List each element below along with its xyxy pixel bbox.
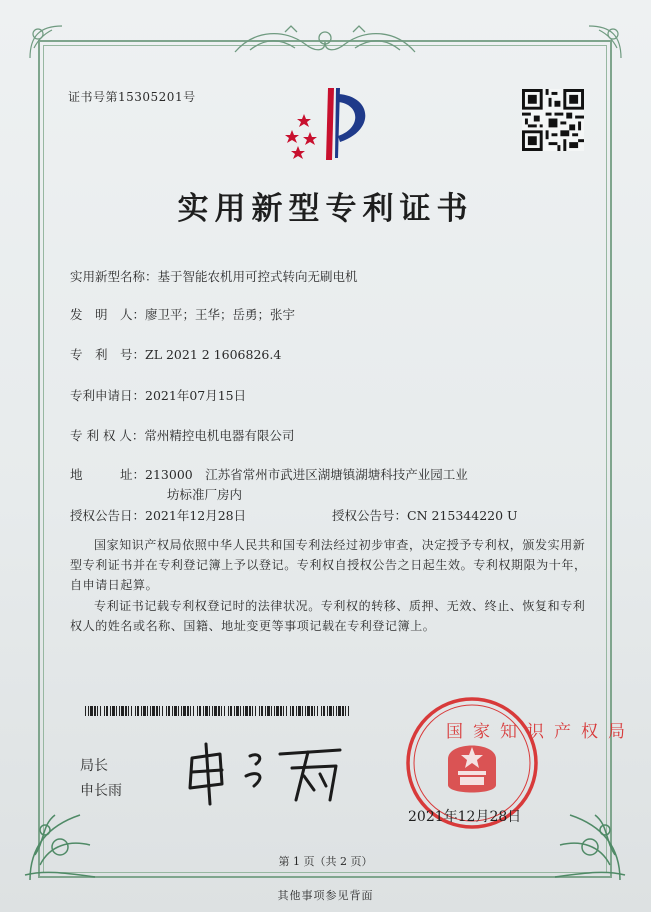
field-grant-date [70, 506, 246, 524]
field-patent-number [70, 345, 281, 363]
field-patentee [70, 426, 294, 444]
page-number: 第 1 页（共 2 页） [278, 855, 373, 868]
field-label: 专利申请日： [70, 388, 146, 403]
field-address [70, 465, 468, 483]
director-signature-image [180, 740, 350, 810]
field-utility-model-name [70, 267, 358, 285]
field-filing-date [70, 386, 246, 404]
corner-ornament-top-left [26, 22, 66, 62]
top-dragon-ornament [225, 24, 425, 58]
statement-paragraph-1: 国家知识产权局依照中华人民共和国专利法经过初步审查，决定授予专利权，颁发实用新型专利证书并在专利登记簿上予以登记。专利权自授权公告之日起生效。专利权期限为十年，自申请日起算。 [70, 538, 587, 592]
field-value: 常州精控电机电器有限公司 [144, 428, 295, 443]
field-value: 2021年07月15日 [145, 388, 247, 403]
field-inventors [70, 305, 295, 323]
certificate-number: 证书号第15305201号 [68, 90, 196, 104]
field-address-line2: 坊标准厂房内 [167, 487, 243, 502]
corner-ornament-bottom-right [550, 785, 630, 885]
seal-text [404, 717, 635, 777]
director-name: 申长雨 [80, 783, 122, 799]
director-title: 局长 [80, 758, 108, 774]
field-value: 2021年12月28日 [145, 508, 247, 523]
field-label: 授权公告日： [70, 508, 146, 523]
field-label: 实用新型名称： [70, 269, 158, 284]
field-value: 213000 江苏省常州市武进区湖塘镇湖塘科技产业园工业 [145, 467, 468, 482]
field-label: 专 利 权 人： [70, 428, 145, 443]
seal-text-arc: 国家知识产权局 [446, 722, 635, 742]
field-value: 基于智能农机用可控式转向无刷电机 [157, 269, 358, 284]
statement-paragraph-2: 专利证书记载专利权登记时的法律状况。专利权的转移、质押、无效、终止、恢复和专利权人的姓名或名称、国籍、地址变更等事项记载在专利登记簿上。 [70, 599, 586, 633]
certificate-title: 实用新型专利证书 [177, 191, 474, 227]
field-value: CN 215344220 U [407, 508, 518, 523]
corner-ornament-bottom-left [20, 785, 100, 885]
field-grant-number [332, 506, 518, 524]
cnipa-logo-icon [280, 82, 380, 162]
field-label: 授权公告号： [332, 508, 408, 523]
field-value: 廖卫平；王华；岳勇；张宇 [145, 307, 296, 322]
back-note: 其他事项参见背面 [277, 889, 374, 902]
field-label: 发 明 人： [70, 307, 146, 322]
corner-ornament-top-right [585, 22, 625, 62]
field-value: ZL 2021 2 1606826.4 [145, 347, 282, 362]
field-label: 地 址： [70, 467, 146, 482]
field-label: 专 利 号： [70, 347, 146, 362]
qr-code [522, 89, 584, 151]
barcode [85, 706, 350, 716]
seal-date: 2021年12月28日 [408, 809, 522, 825]
